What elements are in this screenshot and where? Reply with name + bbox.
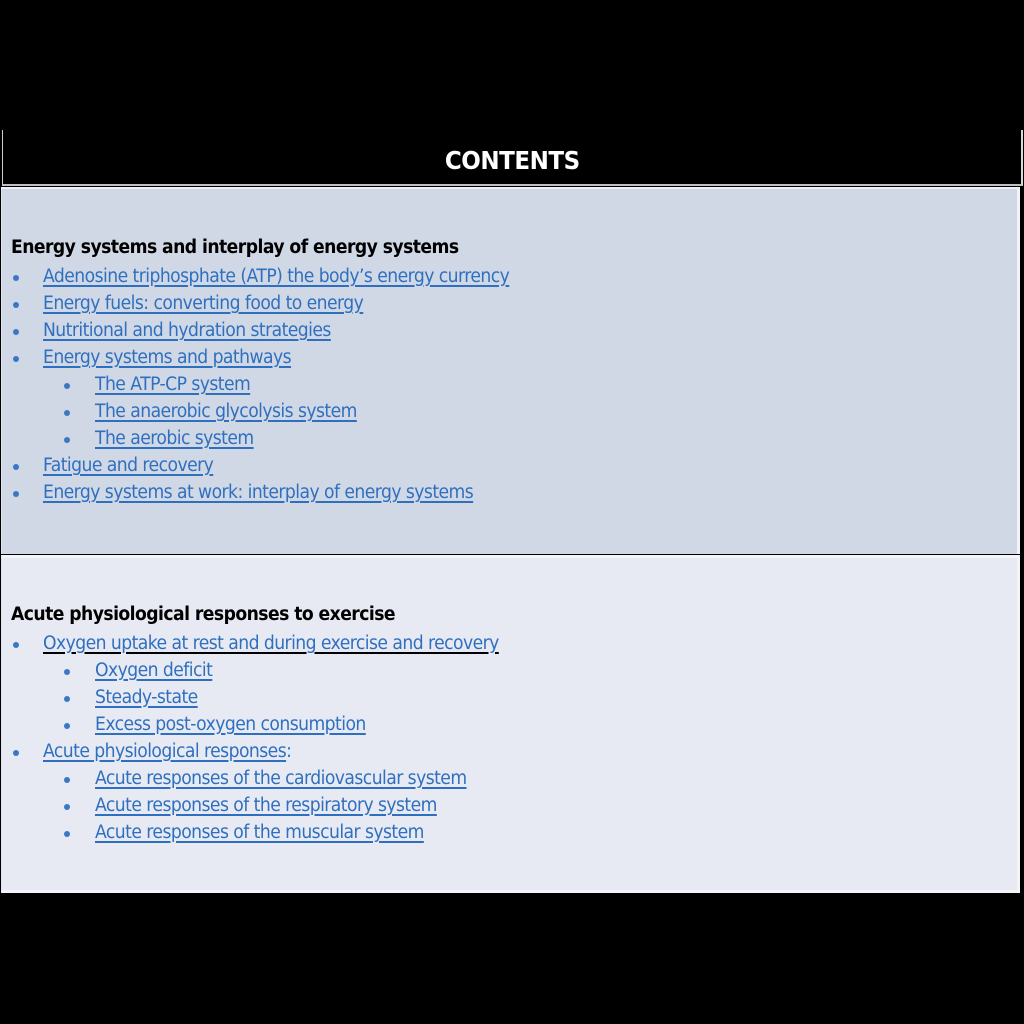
toc-link-nutrition-hydration[interactable]: Nutritional and hydration strategies [43, 320, 331, 341]
toc-link-oxygen-deficit[interactable]: Oxygen deficit [95, 660, 213, 681]
bullet-icon [64, 804, 70, 810]
section-heading: Energy systems and interplay of energy systems [11, 237, 459, 258]
toc-link-acute-responses[interactable]: Acute physiological responses [43, 741, 287, 762]
bullet-icon [64, 831, 70, 837]
section-energy-systems [1, 187, 1020, 554]
toc-link-cardiovascular[interactable]: Acute responses of the cardiovascular system [95, 768, 467, 789]
toc-link-atp-cp[interactable]: The ATP-CP system [95, 374, 251, 395]
toc-link-oxygen-uptake[interactable]: Oxygen uptake at rest and during exercise and recovery [43, 633, 499, 654]
toc-link-energy-fuels[interactable]: Energy fuels: converting food to energy [43, 293, 364, 314]
bullet-icon [13, 275, 19, 281]
toc-link-atp[interactable]: Adenosine triphosphate (ATP) the body’s energy currency [43, 266, 510, 287]
bullet-icon [13, 356, 19, 362]
bullet-icon [64, 669, 70, 675]
toc-link-anaerobic-glycolysis[interactable]: The anaerobic glycolysis system [95, 401, 357, 422]
toc-link-steady-state[interactable]: Steady-state [95, 687, 198, 708]
bullet-icon [13, 491, 19, 497]
toc-link-interplay[interactable]: Energy systems at work: interplay of energy systems [43, 482, 474, 503]
bullet-icon [64, 777, 70, 783]
toc-link-fatigue-recovery[interactable]: Fatigue and recovery [43, 455, 214, 476]
toc-link-muscular[interactable]: Acute responses of the muscular system [95, 822, 424, 843]
contents-slide [0, 130, 1024, 896]
bullet-icon [13, 464, 19, 470]
toc-link-energy-systems-pathways[interactable]: Energy systems and pathways [43, 347, 291, 368]
bullet-icon [13, 642, 19, 648]
bullet-icon [13, 750, 19, 756]
toc-link-aerobic[interactable]: The aerobic system [95, 428, 254, 449]
bullet-icon [64, 383, 70, 389]
bullet-icon [64, 696, 70, 702]
section-acute-responses [1, 555, 1020, 893]
colon-suffix: : [286, 741, 292, 762]
bullet-icon [64, 410, 70, 416]
bullet-icon [64, 723, 70, 729]
toc-item-acute-responses-wrapper [43, 740, 291, 764]
toc-link-respiratory[interactable]: Acute responses of the respiratory system [95, 795, 437, 816]
bullet-icon [64, 437, 70, 443]
page-title: CONTENTS [444, 145, 580, 175]
section-heading: Acute physiological responses to exercise [11, 604, 396, 625]
header-bar [2, 130, 1023, 186]
toc-link-epoc[interactable]: Excess post-oxygen consumption [95, 714, 366, 735]
bullet-icon [13, 302, 19, 308]
bullet-icon [13, 329, 19, 335]
